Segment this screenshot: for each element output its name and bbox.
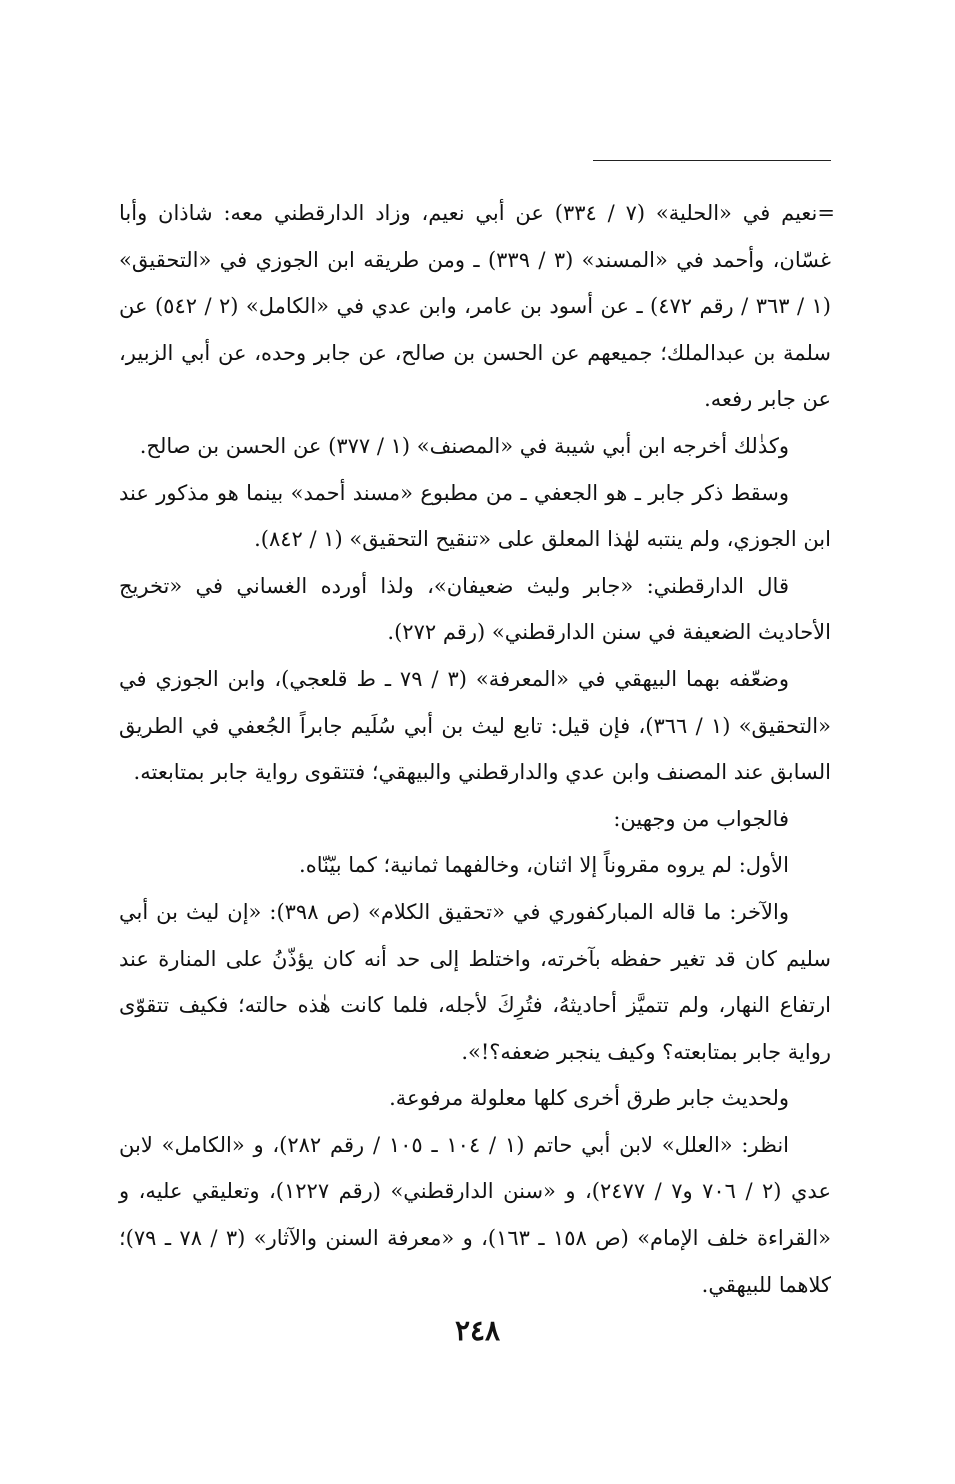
page-number: ٢٤٨ <box>454 1314 501 1347</box>
footnote-paragraph-first-answer: الأول: لم يروه مقروناً إلا اثنان، وخالفهما ثمانية؛ كما بيّنّاه. <box>299 853 789 878</box>
footnote-paragraph-answer-intro: فالجواب من وجهين: <box>613 806 789 831</box>
footnote-paragraph-jabir-omission: وسقط ذكر جابر ـ هو الجعفي ـ من مطبوع «مسند أحمد» بينما هو مذكور عند ابن الجوزي، ولم ينتبه لهٰذا المعلق على «تنقيح التحقيق» (١ / ٨٤٢). <box>119 480 831 552</box>
footnote-paragraph-ibn-abi-shaybah: وكذٰلك أخرجه ابن أبي شيبة في «المصنف» (١ / ٣٧٧) عن الحسن بن صالح. <box>139 433 789 458</box>
footnote-paragraph-references: انظر: «العلل» لابن أبي حاتم (١ / ١٠٤ ـ ١٠٥ / رقم ٢٨٢)، و «الكامل» لابن عدي (٢ / ٧٠٦ و٧ / ٢٤٧٧)، و «سنن الدارقطني» (رقم ١٢٢٧)، وتعليقي عليه، و «القراءة خلف الإمام» (ص ١٥٨ ـ ١٦٣)، و «معرفة السنن والآثار» (٣ / ٧٨ ـ ٧٩)؛ كلاهما للبيهقي. <box>119 1132 831 1297</box>
footnote-paragraph-second-answer: والآخر: ما قاله المباركفوري في «تحقيق الكلام» (ص ٣٩٨): «إن ليث بن أبي سليم كان قد تغير حفظه بآخرته، واختلط إلى حد أنه كان يؤذّنُ على المنارة عند ارتفاع النهار، ولم تتميَّز أحاديثهُ، فتُرِكَ لأجله، فلما كانت هٰذه حالته؛ فكيف تتقوّى رواية جابر بمتابعته؟ وكيف ينجبر ضعفه؟!». <box>119 899 831 1064</box>
footnotes-section <box>119 190 835 1308</box>
footnote-paragraph-other-routes: ولحديث جابر طرق أخرى كلها معلولة مرفوعة. <box>389 1086 789 1111</box>
footnote-separator-line <box>593 160 831 161</box>
footnote-paragraph-bayhaqi-weakening: وضعّفه بهما البيهقي في «المعرفة» (٣ / ٧٩ ـ ط قلعجي)، وابن الجوزي في «التحقيق» (١ / ٣٦٦)، فإن قيل: تابع ليث بن أبي سُلَيم جابراً الجُعفي في الطريق السابق عند المصنف وابن عدي والدارقطني والبيهقي؛ فتتقوى رواية جابر بمتابعته. <box>119 666 831 785</box>
footnote-paragraph-continuation: =نعيم في «الحلية» (٧ / ٣٣٤) عن أبي نعيم، وزاد الدارقطني معه: شاذان وأبا غسّان، وأحمد في «المسند» (٣ / ٣٣٩) ـ ومن طريقه ابن الجوزي في «التحقيق» (١ / ٣٦٣ / رقم ٤٧٢) ـ عن أسود بن عامر، وابن عدي في «الكامل» (٢ / ٥٤٢) عن سلمة بن عبدالملك؛ جميعهم عن الحسن بن صالح، عن جابر وحده، عن أبي الزبير، عن جابر رفعه. <box>119 201 835 412</box>
footnote-paragraph-daraqutni: قال الدارقطني: «جابر وليث ضعيفان»، ولذا أورده الغساني في «تخريج الأحاديث الضعيفة في سنن الدارقطني» (رقم ٢٧٢). <box>119 573 831 645</box>
